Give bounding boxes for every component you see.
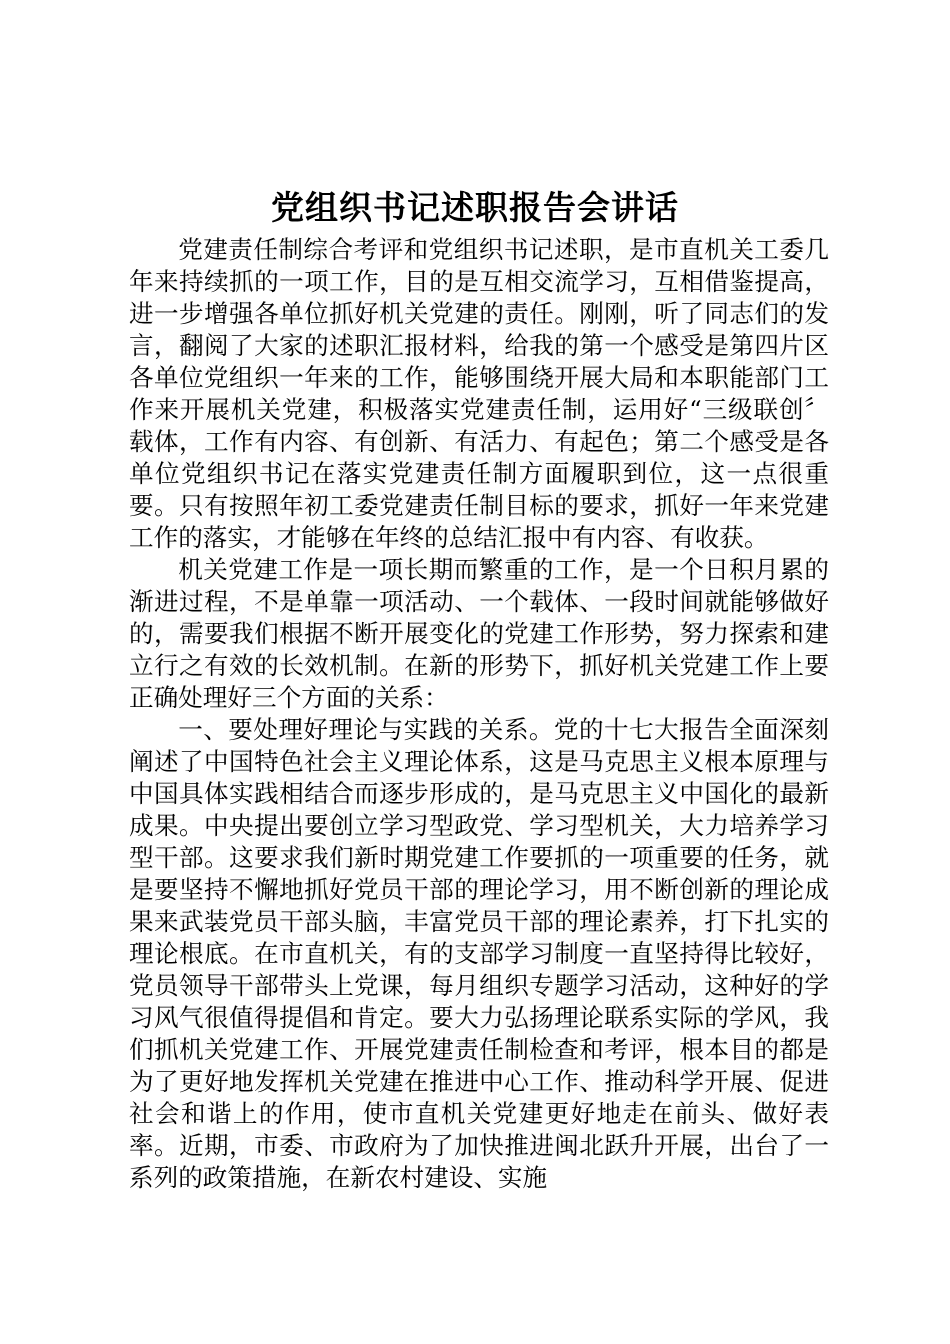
paragraph: 党建责任制综合考评和党组织书记述职，是市直机关工委几年来持续抓的一项工作，目的是互相交流学习，互相借鉴提高，进一步增强各单位抓好机关党建的责任。刚刚，听了同志们的发言，翻阅了大家的述职汇报材料，给我的第一个感受是第四片区各单位党组织一年来的工作，能够围绕开展大局和本职能部门工作来开展机关党建，积极落实党建责任制，运用好“三级联创〞载体，工作有内容、有创新、有活力、有起色；第二个感受是各单位党组织书记在落实党建责任制方面履职到位，这一点很重要。只有按照年初工委党建责任制目标的要求，抓好一年来党建工作的落实，才能够在年终的总结汇报中有内容、有收获。 bbox=[129, 235, 829, 552]
paragraph: 一、要处理好理论与实践的关系。党的十七大报告全面深刻阐述了中国特色社会主义理论体系，这是马克思主义根本原理与中国具体实践相结合而逐步形成的，是马克思主义中国化的最新成果。中央提出要创立学习型政党、学习型机关，大力培养学习型干部。这要求我们新时期党建工作要抓的一项重要的任务，就是要坚持不懈地抓好党员干部的理论学习，用不断创新的理论成果来武装党员干部头脑，丰富党员干部的理论素养，打下扎实的理论根底。在市直机关，有的支部学习制度一直坚持得比较好，党员领导干部带头上党课，每月组织专题学习活动，这种好的学习风气很值得提倡和肯定。要大力弘扬理论联系实际的学风，我们抓机关党建工作、开展党建责任制检查和考评，根本目的都是为了更好地发挥机关党建在推进中心工作、推动科学开展、促进社会和谐上的作用，使市直机关党建更好地走在前头、做好表率。近期，市委、市政府为了加快推进闽北跃升开展，出台了一系列的政策措施，在新农村建设、实施 bbox=[129, 715, 829, 1192]
document-title: 党组织书记述职报告会讲话 bbox=[271, 188, 679, 227]
paragraph: 机关党建工作是一项长期而繁重的工作，是一个日积月累的渐进过程，不是单靠一项活动、一个载体、一段时间就能够做好的，需要我们根据不断开展变化的党建工作形势，努力探索和建立行之有效的长效机制。在新的形势下，抓好机关党建工作上要正确处理好三个方面的关系： bbox=[129, 555, 829, 712]
document-body bbox=[129, 234, 829, 1194]
